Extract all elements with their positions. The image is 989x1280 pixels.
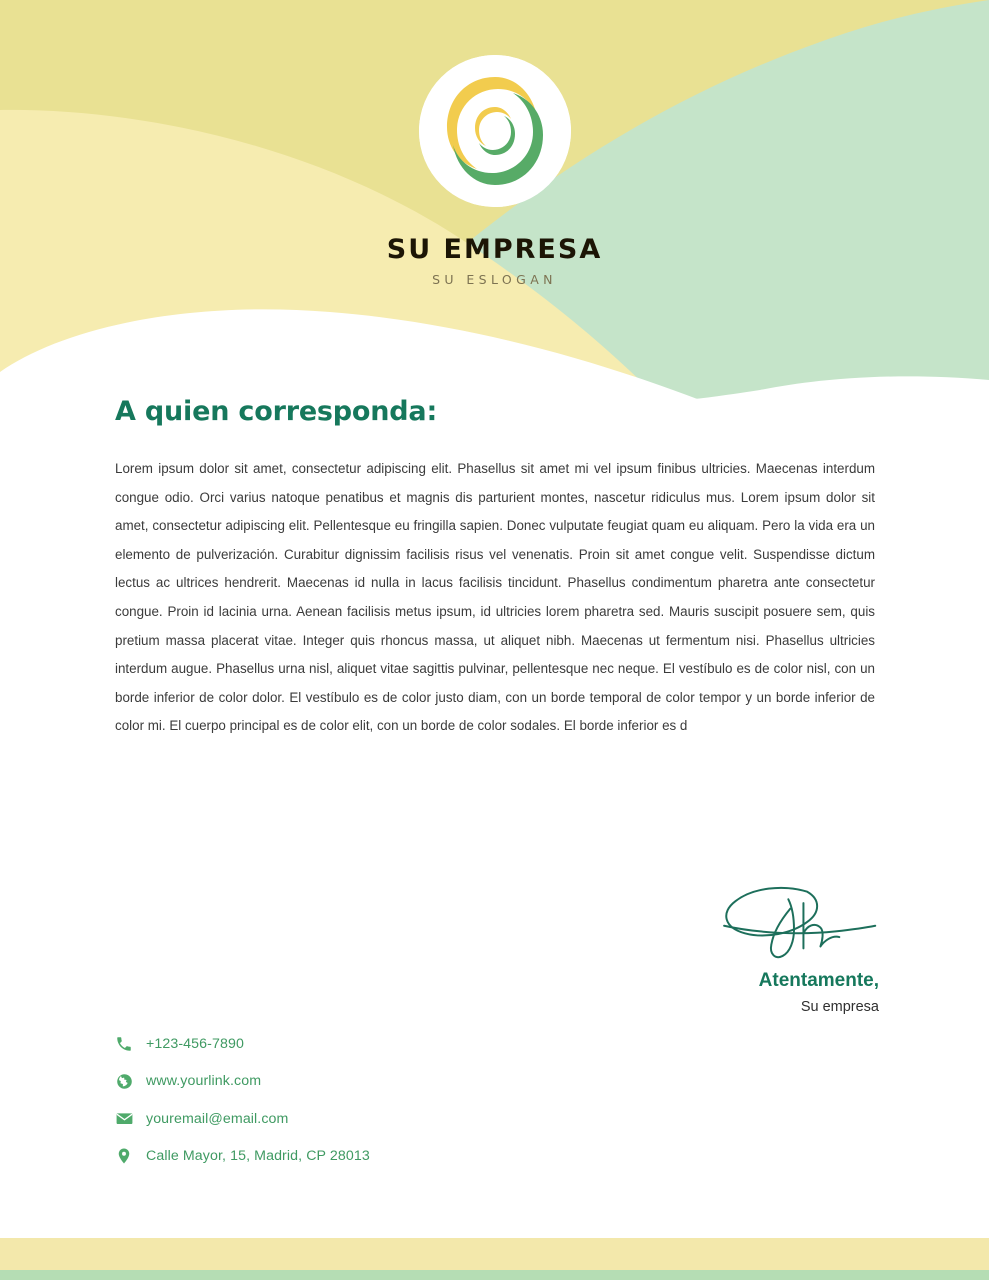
contact-list [113, 1025, 633, 1175]
location-pin-icon [113, 1145, 135, 1167]
envelope-icon [113, 1108, 135, 1130]
contact-address-text: Calle Mayor, 15, Madrid, CP 28013 [146, 1148, 370, 1165]
contact-row-email[interactable] [113, 1100, 633, 1138]
letter-body [115, 396, 875, 741]
signoff-company-name: Su empresa [800, 998, 879, 1015]
logo-disc [419, 55, 571, 207]
footer-band-green [0, 1270, 989, 1280]
globe-icon [113, 1070, 135, 1092]
phone-icon [113, 1033, 135, 1055]
footer-band-yellow [0, 1238, 989, 1270]
company-slogan: SU ESLOGAN [432, 272, 557, 287]
signature-block [619, 880, 879, 1016]
company-name: SU EMPRESA [386, 234, 603, 265]
handwritten-signature-icon [709, 880, 879, 962]
letter-paragraph: Lorem ipsum dolor sit amet, consectetur adipiscing elit. Phasellus sit amet mi vel ipsum finibus ultricies. Maecenas interdum congue odio. Orci varius natoque penatibus et magnis dis parturient montes, nascetur ridiculus mus. Lorem ipsum dolor sit amet, consectetur adipiscing elit. Pellentesque eu fringilla sapien. Donec vulputate feugiat quam eu aliquam. Pero la vida era un elemento de pulverización. Curabitur dignissim facilisis risus vel venenatis. Proin sit amet congue velit. Suspendisse dictum lectus ac ultrices hendrerit. Maecenas id nulla in lacus facilisis tincidunt. Phasellus condimentum pharetra ante consectetur congue. Proin id lacinia urna. Aenean facilisis metus ipsum, id ultricies lorem pharetra sed. Mauris suscipit posuere sem, quis pretium massa placerat vitae. Integer quis rhoncus massa, ut aliquet nibh. Maecenas ut fermentum nisi. Phasellus ultricies interdum augue. Phasellus urna nisl, aliquet vitae sagittis pulvinar, pellentesque nec neque. El vestíbulo es de color nisl, con un borde inferior de color dolor. El vestíbulo es de color justo diam, con un borde temporal de color tempor y un borde inferior de color mi. El cuerpo principal es de color elit, con un borde de color sodales. El borde inferior es d [115, 461, 875, 734]
salutation-heading: A quien corresponda: [115, 396, 438, 427]
contact-email-text: youremail@email.com [146, 1110, 289, 1127]
contact-row-phone[interactable] [113, 1025, 633, 1063]
contact-website-text: www.yourlink.com [146, 1073, 262, 1090]
contact-row-address[interactable] [113, 1138, 633, 1176]
signoff-text: Atentamente, [758, 970, 879, 991]
spiral-swirl-logo-icon [419, 55, 571, 207]
logo-block [0, 55, 989, 287]
contact-row-website[interactable] [113, 1063, 633, 1101]
contact-phone-text: +123-456-7890 [146, 1035, 244, 1052]
